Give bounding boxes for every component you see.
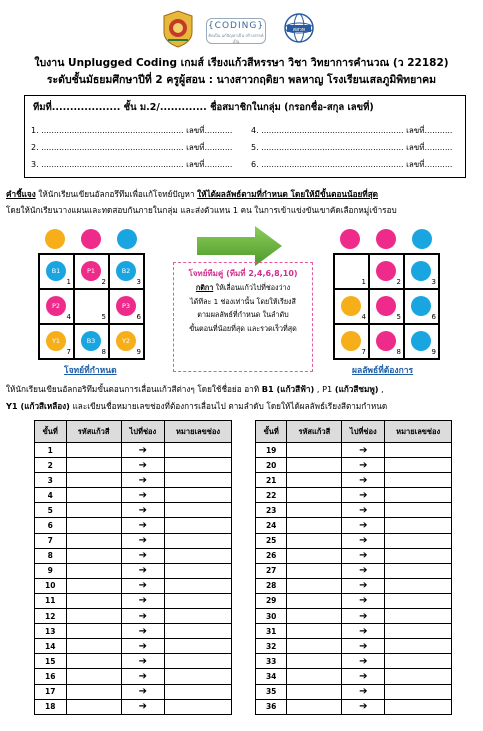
cup-code-cell[interactable]	[287, 503, 342, 518]
arrow-icon: ➔	[342, 578, 385, 593]
hint-line: ได้ทีละ 1 ช่องเท่านั้น โดยให้เรียงสี	[190, 296, 296, 306]
slot-number-cell[interactable]	[165, 654, 232, 669]
hint-rule	[174, 281, 312, 295]
table-row	[256, 443, 452, 458]
arrow-icon: ➔	[121, 518, 164, 533]
cup-code-cell[interactable]	[66, 699, 121, 714]
table-row	[256, 624, 452, 639]
cell-number: 6	[136, 313, 141, 321]
algorithm-instructions-text: และเขียนชื่อหมายเลขช่องที่ต้องการเลื่อนไป ตามลำดับ โดยให้ได้ผลลัพธ์เรียงสีตามกำหนด	[69, 401, 388, 411]
yellow-cup-ball	[45, 229, 65, 249]
table-row	[256, 548, 452, 563]
table-row	[256, 563, 452, 578]
arrow-icon: ➔	[121, 699, 164, 714]
table-row	[256, 503, 452, 518]
table-row	[35, 699, 232, 714]
cup-code-cell[interactable]	[287, 684, 342, 699]
ipst-logo	[282, 12, 316, 48]
slot-number-cell[interactable]	[385, 609, 452, 624]
result-grid-caption: ผลลัพธ์ที่ต้องการ	[352, 366, 414, 376]
pink-cup-ball	[81, 229, 101, 249]
instructions-label: คำชี้แจง	[6, 189, 36, 199]
arrow-icon: ➔	[121, 443, 164, 458]
arrow-icon: ➔	[342, 518, 385, 533]
cup-code-cell[interactable]	[66, 563, 121, 578]
cell-number: 4	[361, 313, 366, 321]
result-grid	[333, 253, 440, 360]
code-example-sep: , P1	[314, 384, 335, 394]
hint-line: ตามผลลัพธ์ที่กำหนด ในลำดับ	[197, 310, 289, 319]
worksheet-title: ใบงาน Unplugged Coding เกมส์ เรียงแก้วสีหรรษา วิชา วิทยาการคำนวณ (ว 22182)	[34, 57, 449, 69]
arrow-icon: ➔	[121, 669, 164, 684]
pink-cup-ball	[376, 331, 396, 351]
table-row	[256, 458, 452, 473]
coding-logo	[206, 18, 266, 44]
school-emblem-logo	[160, 10, 196, 48]
table-row	[35, 593, 232, 608]
table-row	[256, 593, 452, 608]
arrow-icon: ➔	[121, 458, 164, 473]
arrow-icon: ➔	[121, 533, 164, 548]
table-header-row	[35, 421, 232, 443]
step-number: 27	[256, 563, 287, 578]
algorithm-instructions-text: ให้นักเรียนเขียนอัลกอริทึมขั้นตอนการเลื่อนแก้วสีต่างๆ โดยใช้ชื่อย่อ อาทิ	[6, 384, 262, 394]
slot-number-cell[interactable]	[385, 473, 452, 488]
blue-cup-ball	[411, 331, 431, 351]
header-logos	[0, 8, 483, 50]
table-row	[35, 684, 232, 699]
step-number: 23	[256, 503, 287, 518]
yellow-cup-ball	[341, 296, 361, 316]
table-row	[35, 443, 232, 458]
pink-cup-ball: P1	[81, 261, 101, 281]
coding-logo-text: {CODING}	[207, 21, 265, 31]
table-row	[35, 654, 232, 669]
team-info-box	[24, 95, 466, 178]
table-row	[256, 609, 452, 624]
instructions-emphasis: ให้ได้ผลลัพธ์ตามที่กำหนด โดยให้มีขั้นตอนน้อยที่สุด	[197, 189, 379, 199]
slot-number-cell[interactable]	[385, 518, 452, 533]
yellow-cup-ball: Y2	[116, 331, 136, 351]
arrow-icon: ➔	[121, 548, 164, 563]
cup-code-cell[interactable]	[287, 443, 342, 458]
coding-logo-subtext: คิดเป็น แก้ปัญหาเป็น สร้างสรรค์เป็น	[208, 33, 264, 44]
grid-cell	[109, 289, 144, 324]
cell-number: 9	[431, 348, 436, 356]
table-row	[35, 533, 232, 548]
step-number: 10	[35, 578, 67, 593]
cell-number: 8	[101, 348, 106, 356]
arrow-icon: ➔	[121, 503, 164, 518]
table-row	[35, 563, 232, 578]
table-row	[256, 578, 452, 593]
slot-number-cell[interactable]	[165, 503, 232, 518]
ipst-logo-text: สสวท	[292, 27, 306, 33]
cup-code-cell[interactable]	[287, 548, 342, 563]
grid-cell	[334, 289, 369, 324]
yellow-cup-ball	[341, 331, 361, 351]
arrow-icon: ➔	[342, 458, 385, 473]
step-number: 8	[35, 548, 67, 563]
table-row	[256, 684, 452, 699]
arrow-icon: ➔	[121, 654, 164, 669]
cell-number: 1	[66, 278, 71, 286]
arrow-icon: ➔	[342, 548, 385, 563]
hint-rule-label: กติกา	[195, 283, 214, 292]
slot-number-cell[interactable]	[385, 578, 452, 593]
cell-number: 6	[431, 313, 436, 321]
cell-number: 2	[396, 278, 401, 286]
member-line-1[interactable]: 1. ........................................................ เลขที่...........	[31, 126, 233, 135]
grid-cell	[369, 254, 404, 289]
slot-number-cell[interactable]	[385, 533, 452, 548]
steps-table-right	[255, 420, 452, 715]
cup-code-cell[interactable]	[66, 473, 121, 488]
grid-cell	[39, 254, 74, 289]
arrow-icon: ➔	[121, 578, 164, 593]
grid-cell	[404, 289, 439, 324]
table-row	[35, 609, 232, 624]
cup-code-cell[interactable]	[66, 443, 121, 458]
step-number: 29	[256, 593, 287, 608]
cup-code-cell[interactable]	[66, 624, 121, 639]
blue-cup-ball: B1	[46, 261, 66, 281]
slot-number-cell[interactable]	[165, 593, 232, 608]
step-number: 11	[35, 593, 67, 608]
column-header: รหัสแก้วสี	[287, 421, 342, 443]
step-number: 31	[256, 624, 287, 639]
cell-number: 8	[396, 348, 401, 356]
arrow-icon: ➔	[342, 488, 385, 503]
table-row	[256, 639, 452, 654]
column-header: ขั้นที่	[35, 421, 67, 443]
table-row	[35, 624, 232, 639]
arrow-icon: ➔	[342, 699, 385, 714]
cup-code-cell[interactable]	[287, 609, 342, 624]
slot-number-cell[interactable]	[165, 533, 232, 548]
slot-number-cell[interactable]	[385, 443, 452, 458]
slot-number-cell[interactable]	[385, 563, 452, 578]
cell-number: 3	[431, 278, 436, 286]
given-grid	[38, 253, 145, 360]
cup-code-cell[interactable]	[287, 624, 342, 639]
hint-rule-text: ให้เลื่อนแก้วไปที่ช่องว่าง	[213, 283, 291, 292]
cell-number: 2	[101, 278, 106, 286]
arrow-icon: ➔	[121, 473, 164, 488]
member-line-5[interactable]: 5. ........................................................ เลขที่...........	[251, 143, 453, 152]
step-number: 35	[256, 684, 287, 699]
given-grid-caption: โจทย์ที่กำหนด	[64, 366, 117, 376]
slot-number-cell[interactable]	[165, 443, 232, 458]
cell-number: 7	[66, 348, 71, 356]
cup-code-cell[interactable]	[287, 518, 342, 533]
slot-number-cell[interactable]	[165, 639, 232, 654]
slot-number-cell[interactable]	[385, 624, 452, 639]
step-number: 19	[256, 443, 287, 458]
slot-number-cell[interactable]	[165, 458, 232, 473]
step-number: 7	[35, 533, 67, 548]
arrow-icon: ➔	[342, 533, 385, 548]
table-row	[256, 699, 452, 714]
step-number: 14	[35, 639, 67, 654]
cell-number: 3	[136, 278, 141, 286]
arrow-icon: ➔	[121, 639, 164, 654]
blue-cup-ball: B3	[81, 331, 101, 351]
cup-code-cell[interactable]	[66, 593, 121, 608]
cell-number: 4	[66, 313, 71, 321]
table-row	[256, 488, 452, 503]
table-row	[35, 639, 232, 654]
slot-number-cell[interactable]	[385, 503, 452, 518]
grid-cell	[74, 254, 109, 289]
cup-code-cell[interactable]	[287, 699, 342, 714]
cup-code-cell[interactable]	[66, 578, 121, 593]
slot-number-cell[interactable]	[165, 669, 232, 684]
column-header: รหัสแก้วสี	[66, 421, 121, 443]
step-number: 28	[256, 578, 287, 593]
grid-cell	[369, 324, 404, 359]
cup-code-cell[interactable]	[287, 639, 342, 654]
blue-cup-ball	[117, 229, 137, 249]
slot-number-cell[interactable]	[385, 684, 452, 699]
hint-title: โจทย์ทีมคู่ (ทีมที่ 2,4,6,8,10)	[188, 269, 298, 278]
slot-number-cell[interactable]	[165, 609, 232, 624]
cell-number: 9	[136, 348, 141, 356]
step-number: 33	[256, 654, 287, 669]
step-number: 24	[256, 518, 287, 533]
cup-code-cell[interactable]	[287, 654, 342, 669]
table-row	[35, 503, 232, 518]
table-row	[35, 458, 232, 473]
grid-cell	[74, 324, 109, 359]
cup-code-cell[interactable]	[287, 533, 342, 548]
step-number: 20	[256, 458, 287, 473]
cell-number: 1	[361, 278, 366, 286]
slot-number-cell[interactable]	[165, 488, 232, 503]
arrow-icon: ➔	[342, 503, 385, 518]
step-number: 30	[256, 609, 287, 624]
grid-cell	[39, 289, 74, 324]
cell-number: 5	[101, 313, 106, 321]
column-header: ไปที่ช่อง	[121, 421, 164, 443]
cup-code-cell[interactable]	[66, 548, 121, 563]
step-number: 2	[35, 458, 67, 473]
grid-cell	[39, 324, 74, 359]
cell-number: 5	[396, 313, 401, 321]
step-number: 21	[256, 473, 287, 488]
pink-cup-ball	[340, 229, 360, 249]
cell-number: 7	[361, 348, 366, 356]
step-number: 3	[35, 473, 67, 488]
blue-cup-ball: B2	[116, 261, 136, 281]
code-example-y1: Y1 (แก้วสีเหลือง)	[6, 401, 70, 411]
arrow-icon: ➔	[342, 669, 385, 684]
arrow-icon: ➔	[342, 654, 385, 669]
code-example-p1: (แก้วสีชมพู)	[334, 384, 379, 394]
table-row	[256, 669, 452, 684]
arrow-icon: ➔	[342, 593, 385, 608]
step-number: 22	[256, 488, 287, 503]
step-number: 5	[35, 503, 67, 518]
table-row	[256, 518, 452, 533]
table-row	[35, 578, 232, 593]
step-number: 26	[256, 548, 287, 563]
grid-cell	[109, 324, 144, 359]
slot-number-cell[interactable]	[385, 458, 452, 473]
cup-code-cell[interactable]	[287, 578, 342, 593]
cup-code-cell[interactable]	[287, 473, 342, 488]
column-header: ขั้นที่	[256, 421, 287, 443]
arrow-icon: ➔	[121, 488, 164, 503]
cup-code-cell[interactable]	[287, 669, 342, 684]
pink-cup-ball	[376, 229, 396, 249]
step-number: 36	[256, 699, 287, 714]
step-number: 1	[35, 443, 67, 458]
slot-number-cell[interactable]	[165, 699, 232, 714]
member-line-2[interactable]: 2. ........................................................ เลขที่...........	[31, 143, 233, 152]
table-header-row	[256, 421, 452, 443]
slot-number-cell[interactable]	[165, 684, 232, 699]
grid-cell	[369, 289, 404, 324]
arrow-icon: ➔	[342, 443, 385, 458]
blue-cup-ball	[411, 296, 431, 316]
cup-code-cell[interactable]	[287, 593, 342, 608]
table-row	[35, 488, 232, 503]
arrow-icon: ➔	[342, 624, 385, 639]
arrow-icon: ➔	[121, 593, 164, 608]
cup-code-cell[interactable]	[66, 669, 121, 684]
slot-number-cell[interactable]	[385, 699, 452, 714]
code-example-sep: ,	[378, 384, 384, 394]
arrow-icon: ➔	[342, 473, 385, 488]
slot-number-cell[interactable]	[165, 473, 232, 488]
table-row	[35, 548, 232, 563]
step-number: 17	[35, 684, 67, 699]
slot-number-cell[interactable]	[385, 548, 452, 563]
green-arrow-icon	[197, 226, 282, 266]
grid-cell	[334, 254, 369, 289]
step-number: 9	[35, 563, 67, 578]
cup-code-cell[interactable]	[66, 518, 121, 533]
step-number: 25	[256, 533, 287, 548]
arrow-icon: ➔	[342, 684, 385, 699]
table-row	[256, 654, 452, 669]
slot-number-cell[interactable]	[165, 518, 232, 533]
slot-number-cell[interactable]	[165, 624, 232, 639]
arrow-icon: ➔	[342, 563, 385, 578]
cup-code-cell[interactable]	[66, 609, 121, 624]
cup-code-cell[interactable]	[66, 503, 121, 518]
step-number: 15	[35, 654, 67, 669]
algorithm-instructions-line-2	[6, 400, 387, 413]
grid-cell	[404, 324, 439, 359]
step-number: 34	[256, 669, 287, 684]
slot-number-cell[interactable]	[385, 654, 452, 669]
slot-number-cell[interactable]	[165, 578, 232, 593]
step-number: 32	[256, 639, 287, 654]
pink-cup-ball: P3	[116, 296, 136, 316]
grid-cell	[334, 324, 369, 359]
slot-number-cell[interactable]	[165, 548, 232, 563]
cup-code-cell[interactable]	[66, 533, 121, 548]
column-header: ไปที่ช่อง	[342, 421, 385, 443]
hint-line: ขั้นตอนที่น้อยที่สุด และรวดเร็วที่สุด	[189, 323, 297, 333]
grid-cell	[74, 289, 109, 324]
cup-code-cell[interactable]	[66, 639, 121, 654]
worksheet-subtitle: ระดับชั้นมัธยมศึกษาปีที่ 2 ครูผู้สอน : นางสาวกฤติยา พลหาญ โรงเรียนเสลภูมิพิทยาคม	[46, 74, 437, 86]
cup-code-cell[interactable]	[287, 563, 342, 578]
steps-table-left	[34, 420, 232, 715]
member-line-3[interactable]: 3. ........................................................ เลขที่...........	[31, 160, 233, 169]
arrow-icon: ➔	[121, 624, 164, 639]
arrow-icon: ➔	[121, 684, 164, 699]
arrow-icon: ➔	[342, 609, 385, 624]
instructions-line-2: โดยให้นักเรียนวางแผนและทดสอบกันภายในกลุ่ม และส่งตัวแทน 1 คน ในการเข้าแข่งขันเขาคัดเลือกหมู่เข้ารอบ	[6, 205, 397, 215]
column-header: หมายเลขช่อง	[385, 421, 452, 443]
team-hint-box	[173, 262, 313, 372]
cup-code-cell[interactable]	[66, 654, 121, 669]
cup-code-cell[interactable]	[287, 488, 342, 503]
arrow-icon: ➔	[121, 563, 164, 578]
step-number: 4	[35, 488, 67, 503]
table-row	[256, 473, 452, 488]
algorithm-instructions-line-1	[6, 383, 384, 396]
grid-cell	[404, 254, 439, 289]
slot-number-cell[interactable]	[385, 593, 452, 608]
slot-number-cell[interactable]	[385, 488, 452, 503]
code-example-b1: B1 (แก้วสีฟ้า)	[261, 384, 315, 394]
member-line-6[interactable]: 6. ........................................................ เลขที่...........	[251, 160, 453, 169]
slot-number-cell[interactable]	[385, 639, 452, 654]
pink-cup-ball: P2	[46, 296, 66, 316]
team-info-heading: ทีมที่................... ชั้น ม.2/............. ชื่อสมาชิกในกลุ่ม (กรอกชื่อ-สกุล เลขที่)	[33, 102, 374, 113]
cup-code-cell[interactable]	[66, 488, 121, 503]
table-row	[256, 533, 452, 548]
blue-cup-ball	[412, 229, 432, 249]
grid-cell	[109, 254, 144, 289]
arrow-icon: ➔	[342, 639, 385, 654]
member-line-4[interactable]: 4. ........................................................ เลขที่...........	[251, 126, 453, 135]
arrow-icon: ➔	[121, 609, 164, 624]
table-row	[35, 669, 232, 684]
instructions-text-a: ให้นักเรียนเขียนอัลกอรึทึมเพื่อแก้โจทย์ปัญหา	[35, 189, 198, 199]
column-header: หมายเลขช่อง	[165, 421, 232, 443]
slot-number-cell[interactable]	[165, 563, 232, 578]
blue-cup-ball	[411, 261, 431, 281]
cup-code-cell[interactable]	[66, 458, 121, 473]
pink-cup-ball	[376, 261, 396, 281]
slot-number-cell[interactable]	[385, 669, 452, 684]
pink-cup-ball	[376, 296, 396, 316]
instructions-line-1	[6, 188, 378, 201]
step-number: 12	[35, 609, 67, 624]
step-number: 13	[35, 624, 67, 639]
table-row	[35, 518, 232, 533]
step-number: 18	[35, 699, 67, 714]
cup-code-cell[interactable]	[287, 458, 342, 473]
step-number: 16	[35, 669, 67, 684]
yellow-cup-ball: Y1	[46, 331, 66, 351]
table-row	[35, 473, 232, 488]
step-number: 6	[35, 518, 67, 533]
cup-code-cell[interactable]	[66, 684, 121, 699]
